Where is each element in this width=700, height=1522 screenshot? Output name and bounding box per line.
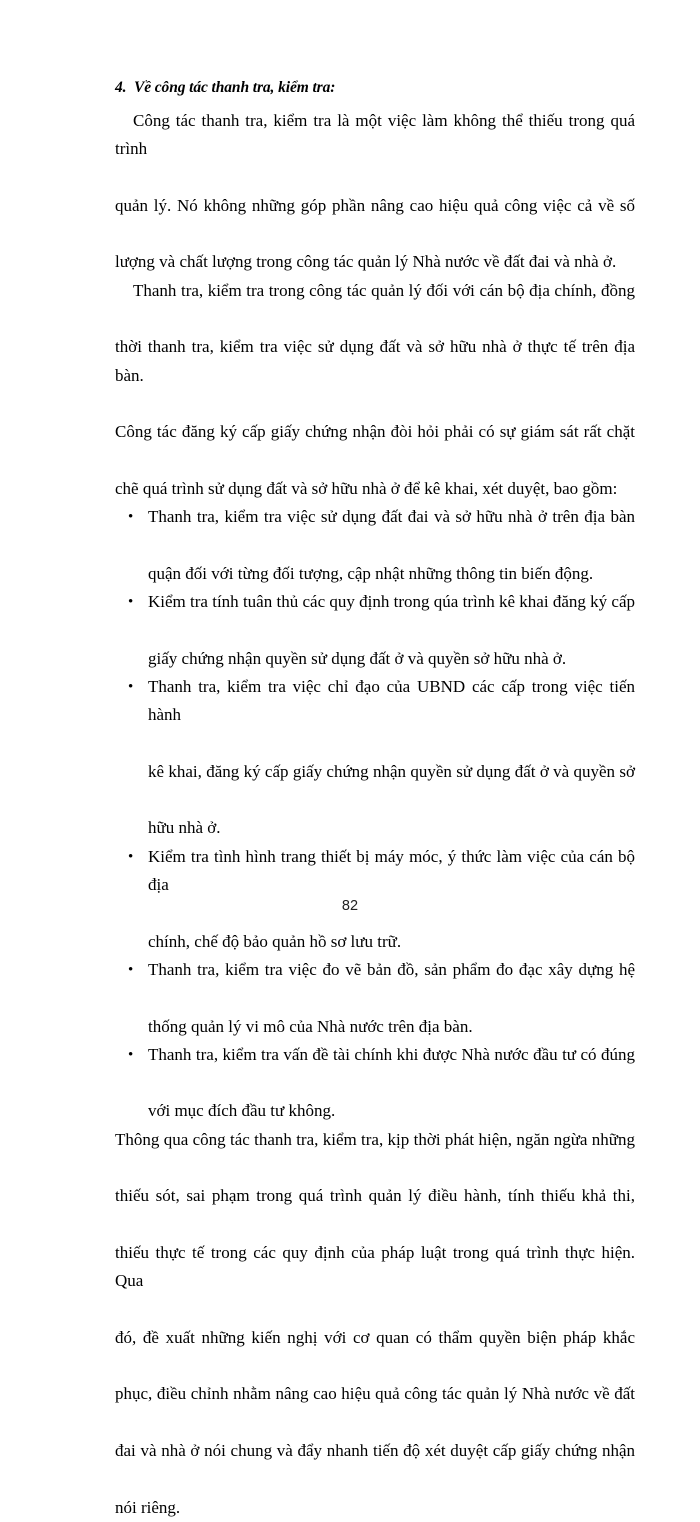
paragraph-line: thiếu sót, sai phạm trong quá trình quản lý điều hành, tính thiếu khả thi, [115, 1186, 635, 1206]
page-content [115, 78, 635, 1522]
paragraph-line: Công tác đăng ký cấp giấy chứng nhận đòi hỏi phải có sự giám sát rất chặt [115, 422, 635, 442]
list-item-line: Thanh tra, kiểm tra việc sử dụng đất đai và sở hữu nhà ở trên địa bàn [148, 507, 635, 527]
paragraph-line: lượng và chất lượng trong công tác quản lý Nhà nước về đất đai và nhà ở. [115, 252, 617, 272]
list-item [115, 1041, 635, 1126]
list-item-line: chính, chế độ bảo quản hồ sơ lưu trữ. [148, 931, 402, 951]
list-item-line: thống quản lý vi mô của Nhà nước trên địa bàn. [148, 1016, 473, 1036]
list-item-line: Thanh tra, kiểm tra việc đo vẽ bản đồ, sản phẩm đo đạc xây dựng hệ [148, 959, 635, 979]
list-item [115, 673, 635, 843]
paragraph-scope [115, 277, 635, 503]
paragraph-intro [115, 107, 635, 277]
list-item-line: kê khai, đăng ký cấp giấy chứng nhận quyền sử dụng đất ở và quyền sở [148, 761, 635, 781]
paragraph-line: đó, đề xuất những kiến nghị với cơ quan có thẩm quyền biện pháp khắc [115, 1327, 635, 1347]
paragraph-line: chẽ quá trình sử dụng đất và sở hữu nhà ở để kê khai, xét duyệt, bao gồm: [115, 478, 618, 498]
list-item [115, 956, 635, 1041]
section-heading: 4. Về công tác thanh tra, kiểm tra: [115, 79, 336, 96]
paragraph-closing [115, 1126, 635, 1522]
list-item-line: Thanh tra, kiểm tra vấn đề tài chính khi được Nhà nước đầu tư có đúng [148, 1044, 635, 1064]
paragraph-line: đai và nhà ở nói chung và đẩy nhanh tiến độ xét duyệt cấp giấy chứng nhận [115, 1440, 635, 1460]
list-item-line: giấy chứng nhận quyền sử dụng đất ở và quyền sở hữu nhà ở. [148, 648, 567, 668]
bullet-icon: • [128, 509, 134, 526]
bullet-icon: • [128, 848, 134, 865]
page-number: 82 [341, 898, 359, 914]
paragraph-line: quản lý. Nó không những góp phần nâng cao hiệu quả công việc cả về số [115, 195, 635, 215]
list-item-line: Thanh tra, kiểm tra việc chỉ đạo của UBND các cấp trong việc tiến hành [148, 676, 635, 725]
bullet-icon: • [128, 1046, 134, 1063]
paragraph-line: phục, điều chỉnh nhằm nâng cao hiệu quả công tác quản lý Nhà nước về đất [115, 1384, 635, 1404]
list-item-line: hữu nhà ở. [148, 818, 221, 838]
inspection-task-list [115, 503, 635, 1126]
bullet-icon: • [128, 594, 134, 611]
list-item [115, 588, 635, 673]
list-item-line: với mục đích đầu tư không. [148, 1101, 336, 1121]
paragraph-line: nói riêng. [115, 1497, 181, 1517]
paragraph-line: Công tác thanh tra, kiểm tra là một việc làm không thể thiếu trong quá trình [115, 111, 635, 159]
paragraph-line: thiếu thực tế trong các quy định của pháp luật trong quá trình thực hiện. Qua [115, 1242, 635, 1291]
paragraph-line: thời thanh tra, kiểm tra việc sử dụng đất và sở hữu nhà ở thực tế trên địa bàn. [115, 337, 635, 385]
list-item-line: Kiểm tra tình hình trang thiết bị máy móc, ý thức làm việc của cán bộ địa [148, 846, 635, 895]
paragraph-line: Thanh tra, kiểm tra trong công tác quản lý đối với cán bộ địa chính, đồng [133, 280, 635, 300]
paragraph-line: Thông qua công tác thanh tra, kiểm tra, kịp thời phát hiện, ngăn ngừa những [115, 1129, 635, 1149]
list-item-line: quận đối với từng đối tượng, cập nhật những thông tin biến động. [148, 563, 594, 583]
bullet-icon: • [128, 961, 134, 978]
list-item-line: Kiểm tra tính tuân thủ các quy định trong qúa trình kê khai đăng ký cấp [148, 592, 635, 612]
list-item [115, 503, 635, 588]
bullet-icon: • [128, 678, 134, 695]
